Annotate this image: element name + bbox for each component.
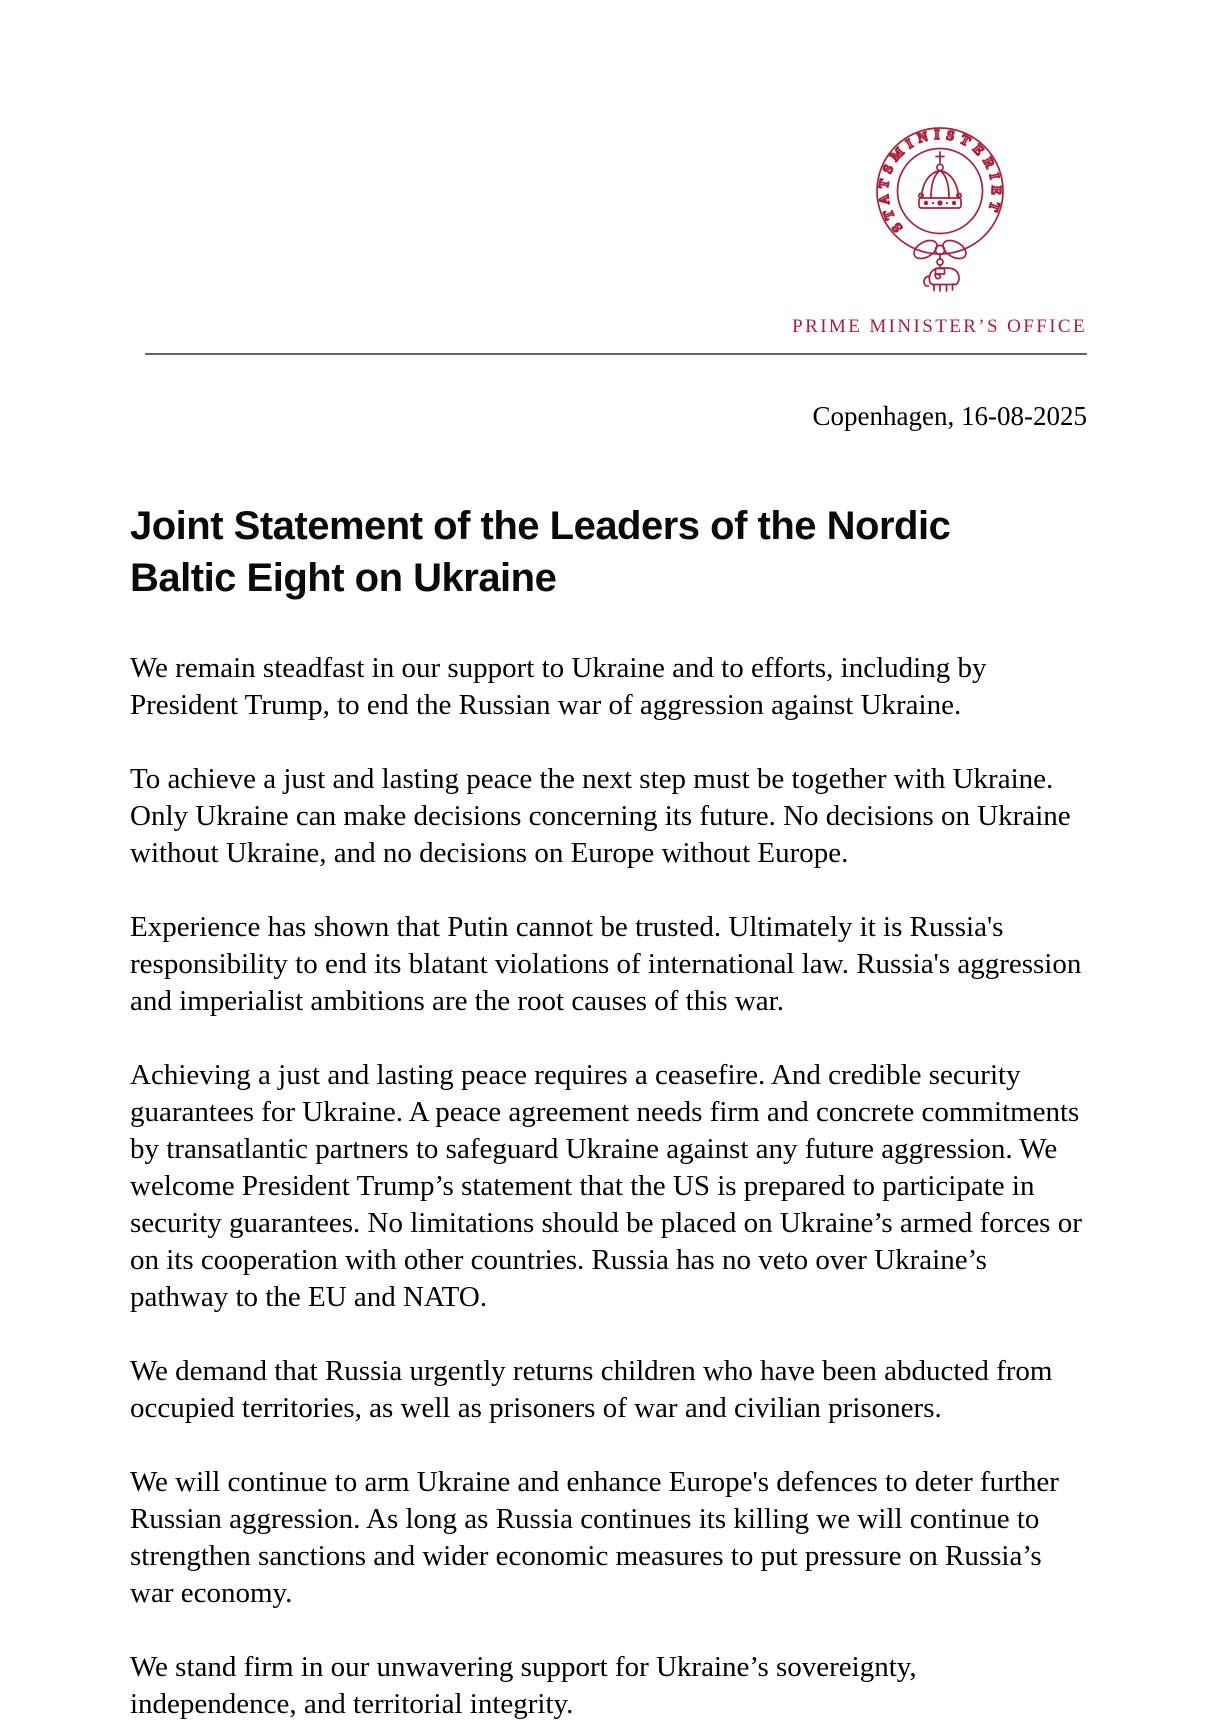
seal-ring-text: STATSMINISTERIET [875, 126, 1004, 236]
body-paragraph: We will continue to arm Ukraine and enhance Europe's defences to deter further Russian aggression. As long as Russia continues its killing we will continue to strengthen sanctions and wider economic measures to put pressure on Russia’s war economy. [130, 1466, 1059, 1610]
header-divider [145, 353, 1087, 355]
letterhead-right-block [792, 118, 1087, 338]
statsministeriet-seal [873, 118, 1007, 294]
office-label: PRIME MINISTER’S OFFICE [792, 316, 1087, 337]
body-paragraph: We remain steadfast in our support to Ukraine and to efforts, including by President Trump, to end the Russian war of aggression against Ukraine. [130, 652, 987, 722]
document-body [130, 650, 1087, 1723]
body-paragraph: Experience has shown that Putin cannot be trusted. Ultimately it is Russia's responsibility to end its blatant violations of international law. Russia's aggression and imperialist ambitions are the root causes of this war. [130, 911, 1082, 1018]
crown-icon [918, 152, 960, 208]
elephant-icon [924, 255, 959, 292]
body-paragraph: We demand that Russia urgently returns children who have been abducted from occupied territories, as well as prisoners of war and civilian prisoners. [130, 1355, 1053, 1425]
letterhead [130, 118, 1087, 338]
body-paragraph: Achieving a just and lasting peace requires a ceasefire. And credible security guarantees for Ukraine. A peace agreement needs firm and concrete commitments by transatlantic partners to safeguard Ukraine against any future aggression. We welcome President Trump’s statement that the US is prepared to participate in security guarantees. No limitations should be placed on Ukraine’s armed forces or on its cooperation with other countries. Russia has no veto over Ukraine’s pathway to the EU and NATO. [130, 1059, 1082, 1314]
document-title: Joint Statement of the Leaders of the Nordic Baltic Eight on Ukraine [130, 504, 951, 601]
body-paragraph: To achieve a just and lasting peace the next step must be together with Ukraine. Only Ukraine can make decisions concerning its future. No decisions on Ukraine without Ukraine, and no decisions on Europe without Europe. [130, 763, 1071, 870]
body-paragraph: We stand firm in our unwavering support for Ukraine’s sovereignty, independence, and territorial integrity. [130, 1651, 917, 1721]
dateline: Copenhagen, 16-08-2025 [812, 401, 1087, 431]
